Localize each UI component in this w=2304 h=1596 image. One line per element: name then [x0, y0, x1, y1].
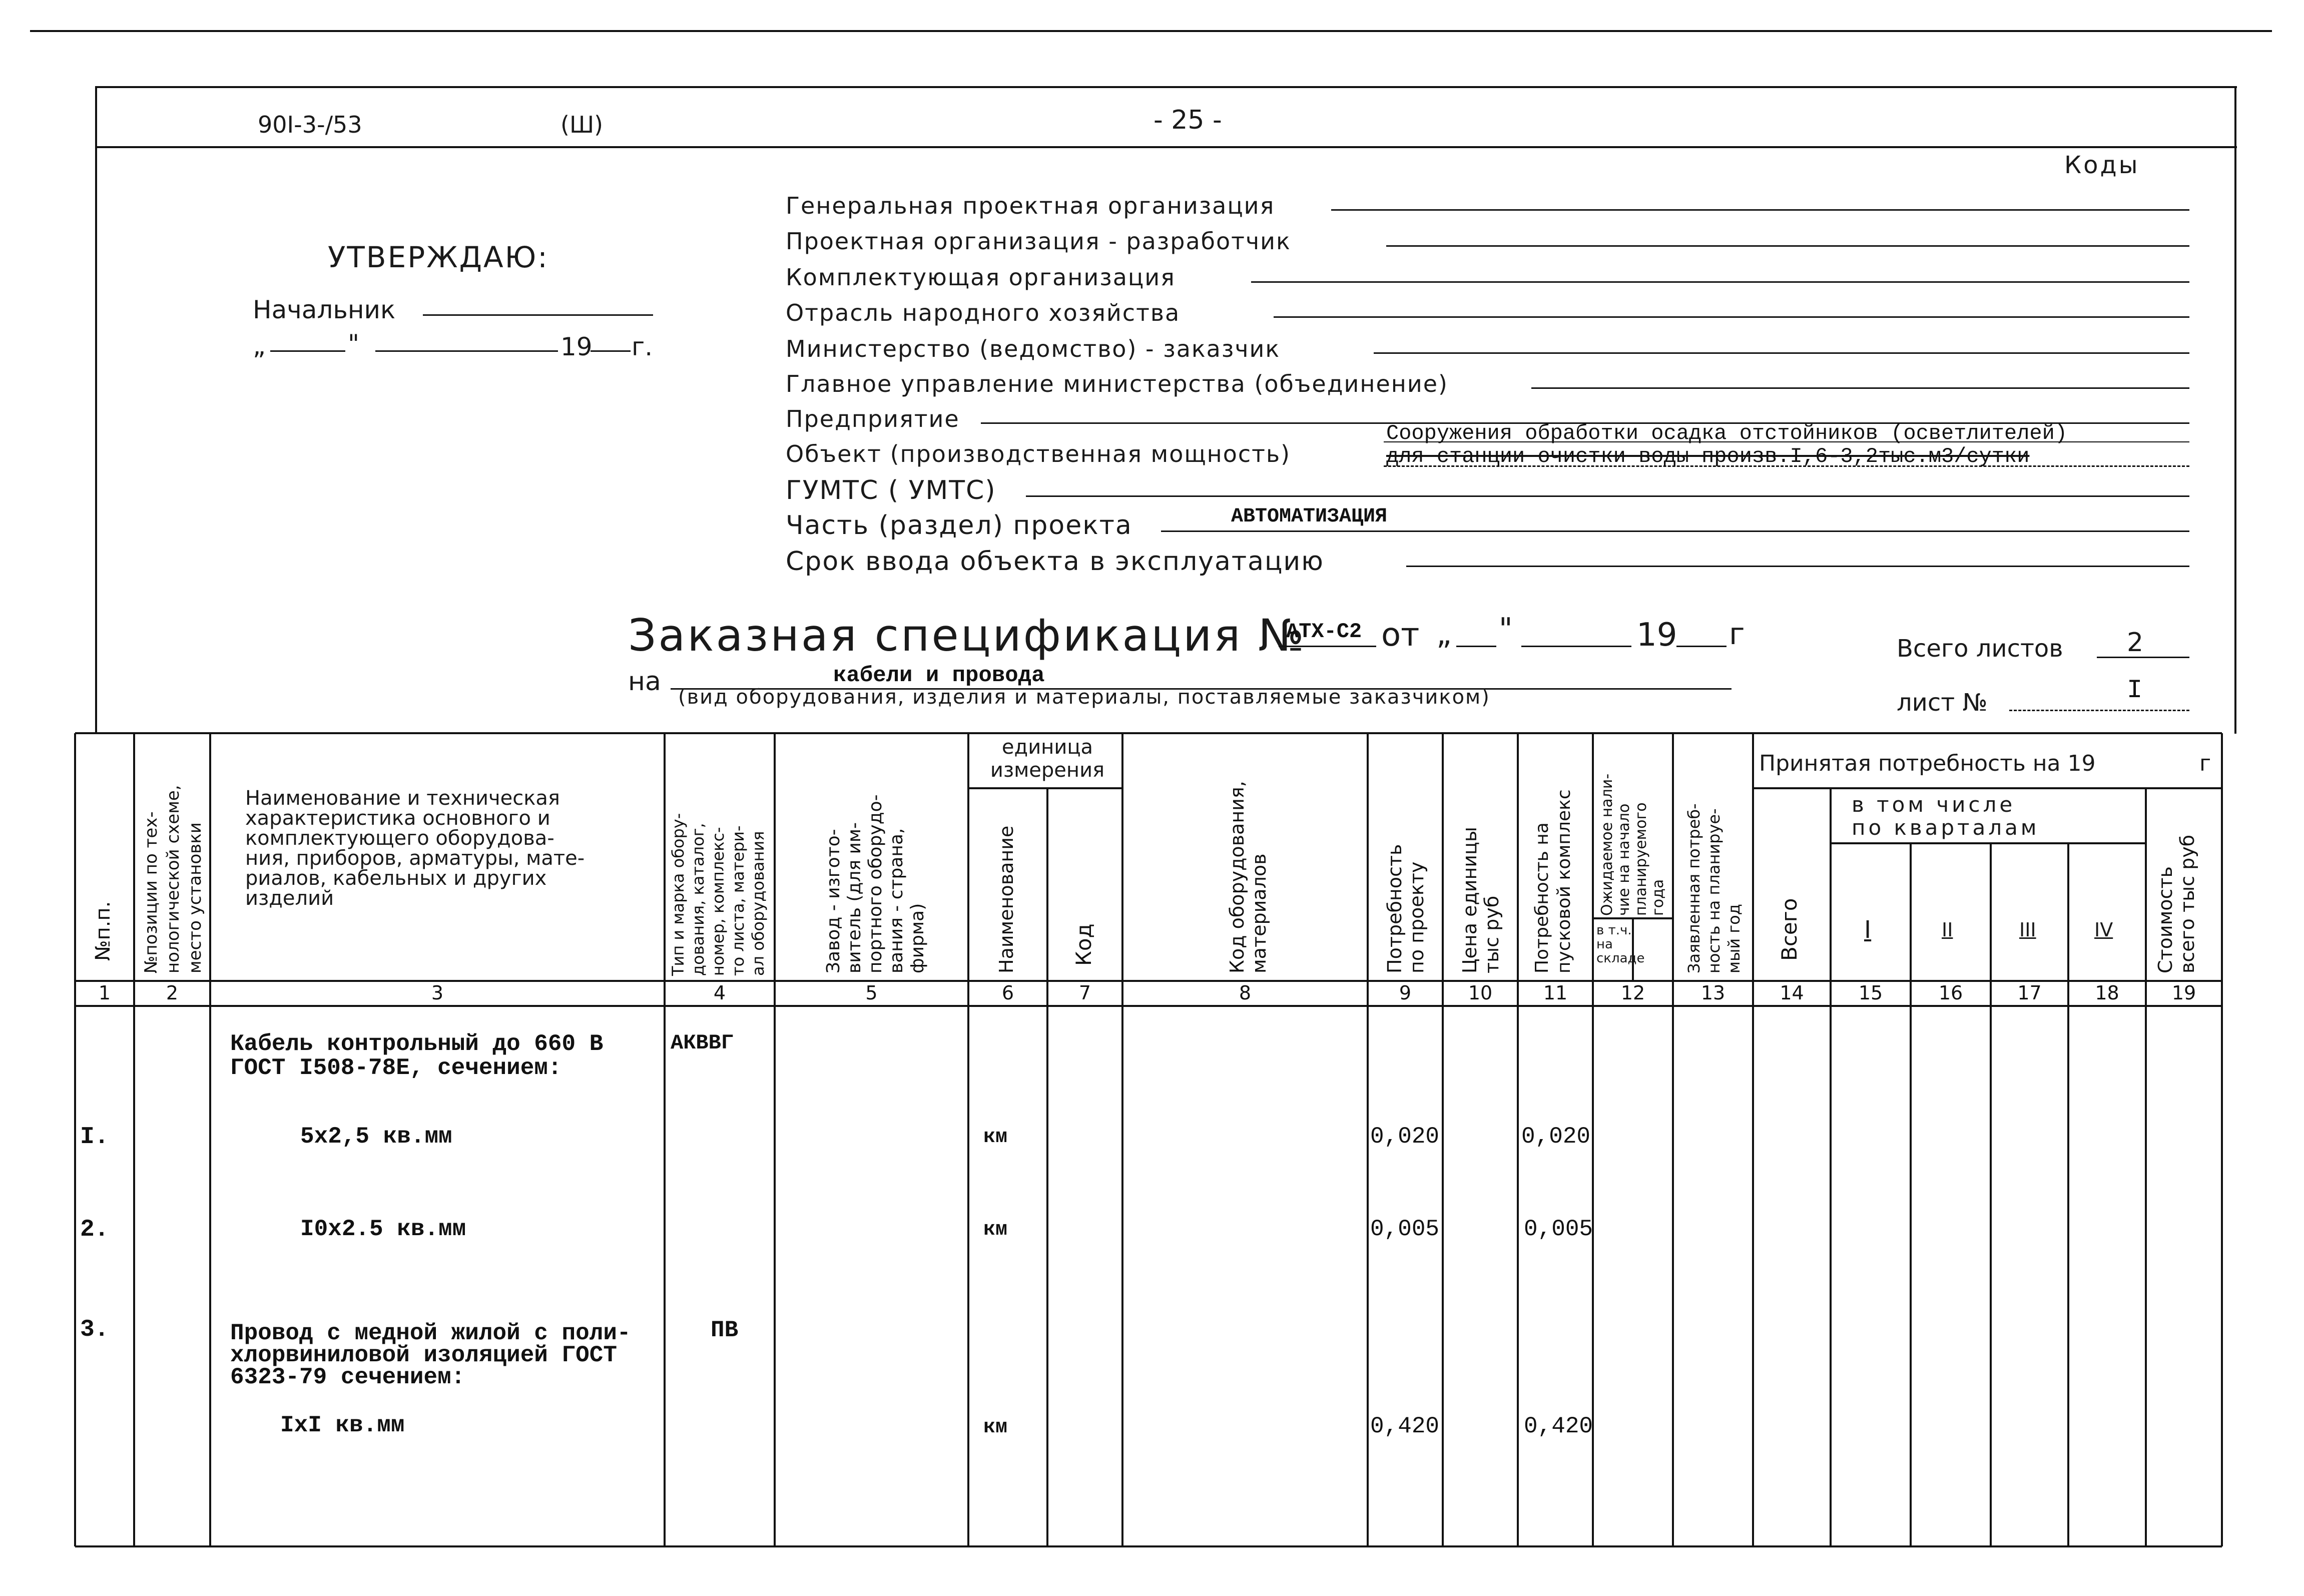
approval-year-prefix: 19	[560, 332, 593, 361]
total-sheets-value: 2	[2127, 628, 2144, 658]
row-name-line2: ГОСТ I508-78Е, сечением:	[230, 1055, 562, 1081]
header-type-mark: Тип и марка обору- дования, каталог, номер, комплекс- то листа, матери- ал оборудования	[669, 813, 768, 976]
col-number-11: 11	[1543, 982, 1568, 1004]
header-unit-group: единица измерения	[990, 736, 1105, 782]
header-quarters-group: в том числе по кварталам	[1852, 792, 2040, 840]
spec-quote-open: „	[1436, 617, 1452, 652]
object-label: Объект (производственная мощность)	[786, 440, 1291, 467]
col-number-14: 14	[1780, 982, 1804, 1004]
spec-quote-close: "	[1499, 612, 1513, 647]
row-project-need: 0,020	[1370, 1124, 1440, 1150]
header-cost-total: Стоимость всего тыс руб	[2154, 834, 2198, 973]
row-project-need: 0,005	[1370, 1216, 1440, 1242]
col-number-4: 4	[713, 982, 726, 1004]
row-name-line1: Кабель контрольный до 660 В	[230, 1031, 604, 1057]
volume-number: (Ш)	[560, 111, 604, 138]
header-position: №позиции по тех- нологической схеме, место установки	[141, 785, 205, 973]
header-unit-name: Наименование	[995, 825, 1017, 973]
col-number-7: 7	[1078, 982, 1091, 1004]
sheet-value: I	[2127, 676, 2143, 705]
header-expected-stock: Ожидаемое нали- чие на начало планируемого года	[1598, 773, 1667, 916]
object-value-line2: для станции очистки воды произв.I,6-3,2тыс.м3/сутки	[1386, 444, 2030, 468]
economy-branch-label: Отрасль народного хозяйства	[786, 299, 1181, 326]
col-number-9: 9	[1399, 982, 1412, 1004]
total-sheets-label: Всего листов	[1897, 635, 2063, 663]
spec-subject-caption: (вид оборудования, изделия и материалы, поставляемые заказчиком)	[678, 686, 1490, 709]
col-number-12: 12	[1620, 982, 1645, 1004]
general-design-org-label: Генеральная проектная организация	[786, 192, 1275, 219]
header-accepted-group-suffix: г	[2199, 751, 2211, 776]
row-number: 2.	[80, 1216, 109, 1243]
header-project-need: Потребность по проекту	[1384, 844, 1428, 973]
row-start-complex-need: 0,005	[1524, 1216, 1593, 1242]
row-type: АКВВГ	[671, 1031, 734, 1055]
row-unit: км	[983, 1126, 1008, 1149]
spec-on-label: на	[628, 667, 661, 697]
col-number-1: 1	[98, 982, 111, 1004]
approval-quote-close: "	[348, 329, 359, 358]
enterprise-label: Предприятие	[786, 405, 960, 432]
completing-org-label: Комплектующая организация	[786, 264, 1176, 291]
commissioning-label: Срок ввода объекта в эксплуатацию	[786, 547, 1324, 577]
main-directorate-label: Главное управление министерства (объединение)	[786, 370, 1449, 397]
row-name-line3: 6323-79 сечением:	[230, 1364, 465, 1390]
project-part-label: Часть (раздел) проекта	[786, 510, 1132, 541]
doc-code: 90I-3-/53	[258, 111, 362, 138]
row-name-line1: 5х2,5 кв.мм	[300, 1124, 452, 1150]
design-org-developer-label: Проектная организация - разработчик	[786, 228, 1291, 255]
header-unit-price: Цена единицы тыс руб	[1459, 827, 1503, 973]
col-number-19: 19	[2171, 982, 2196, 1004]
col-number-3: 3	[431, 982, 444, 1004]
row-number: I.	[80, 1124, 109, 1151]
header-unit-code: Код	[1071, 923, 1096, 966]
object-value-line1: Сооружения обработки осадка отстойников (осветлителей)	[1386, 421, 2068, 445]
approval-quote-open: „	[253, 331, 266, 360]
spec-from-label: от	[1381, 617, 1420, 654]
header-start-complex-need: Потребность на пусковой комплекс	[1532, 789, 1574, 973]
project-part-value: АВТОМАТИЗАЦИЯ	[1231, 505, 1388, 528]
chief-label: Начальник	[253, 295, 396, 324]
row-unit: км	[983, 1219, 1008, 1241]
header-quarter-2: II	[1942, 919, 1953, 941]
codes-label: Коды	[2064, 151, 2140, 179]
header-name-characteristics: Наименование и техническая характеристика основного и комплектующего оборудова- ния, приборов, арматуры, мате- риалов, кабельных и других изделий	[245, 787, 585, 910]
col-number-15: 15	[1858, 982, 1883, 1004]
col-number-6: 6	[1001, 982, 1014, 1004]
row-start-complex-need: 0,020	[1521, 1124, 1591, 1150]
spec-title: Заказная спецификация №	[628, 610, 1306, 661]
gumts-label: ГУМТС ( УМТС)	[786, 475, 996, 505]
header-equipment-code: Код оборудования, материалов	[1226, 781, 1270, 973]
spec-year-prefix: 19	[1636, 617, 1677, 654]
row-project-need: 0,420	[1370, 1413, 1440, 1439]
row-name-line1: IхI кв.мм	[280, 1412, 405, 1438]
row-type: ПВ	[711, 1317, 739, 1343]
header-row-number: №п.п.	[92, 901, 115, 961]
row-start-complex-need: 0,420	[1524, 1413, 1593, 1439]
col-number-17: 17	[2017, 982, 2042, 1004]
col-number-13: 13	[1700, 982, 1725, 1004]
header-total: Всего	[1777, 898, 1802, 961]
row-name-line1: I0х2.5 кв.мм	[300, 1216, 466, 1242]
page-number: - 25 -	[1154, 105, 1222, 135]
row-name-line1: Провод с медной жилой с поли-	[230, 1320, 631, 1346]
row-number: 3.	[80, 1316, 109, 1343]
sheet-label: лист №	[1897, 689, 1988, 717]
spec-subject: кабели и провода	[833, 663, 1045, 688]
header-quarter-1: I	[1864, 916, 1872, 944]
header-in-stock: в т.ч. на складе	[1596, 923, 1645, 966]
approval-year-suffix: г.	[632, 332, 653, 361]
header-quarter-3: III	[2019, 919, 2036, 941]
ministry-customer-label: Министерство (ведомство) - заказчик	[786, 335, 1281, 362]
col-number-18: 18	[2095, 982, 2119, 1004]
approval-title: УТВЕРЖДАЮ:	[328, 240, 549, 274]
spec-year-suffix: г	[1729, 617, 1745, 652]
col-number-16: 16	[1938, 982, 1963, 1004]
spec-number: АТХ-С2	[1286, 620, 1362, 644]
header-accepted-group: Принятая потребность на 19	[1759, 751, 2096, 776]
col-number-10: 10	[1468, 982, 1493, 1004]
col-number-8: 8	[1239, 982, 1252, 1004]
header-quarter-4: IV	[2094, 919, 2113, 941]
col-number-5: 5	[865, 982, 878, 1004]
header-manufacturer: Завод - изгото- витель (для им- портного оборудо- вания - страна, фирма)	[823, 794, 928, 973]
header-declared-need: Заявленная потреб- ность на планируе- мый год	[1684, 803, 1744, 973]
col-number-2: 2	[166, 982, 179, 1004]
row-name-line2: хлорвиниловой изоляцией ГОСТ	[230, 1342, 617, 1368]
row-unit: км	[983, 1416, 1008, 1439]
